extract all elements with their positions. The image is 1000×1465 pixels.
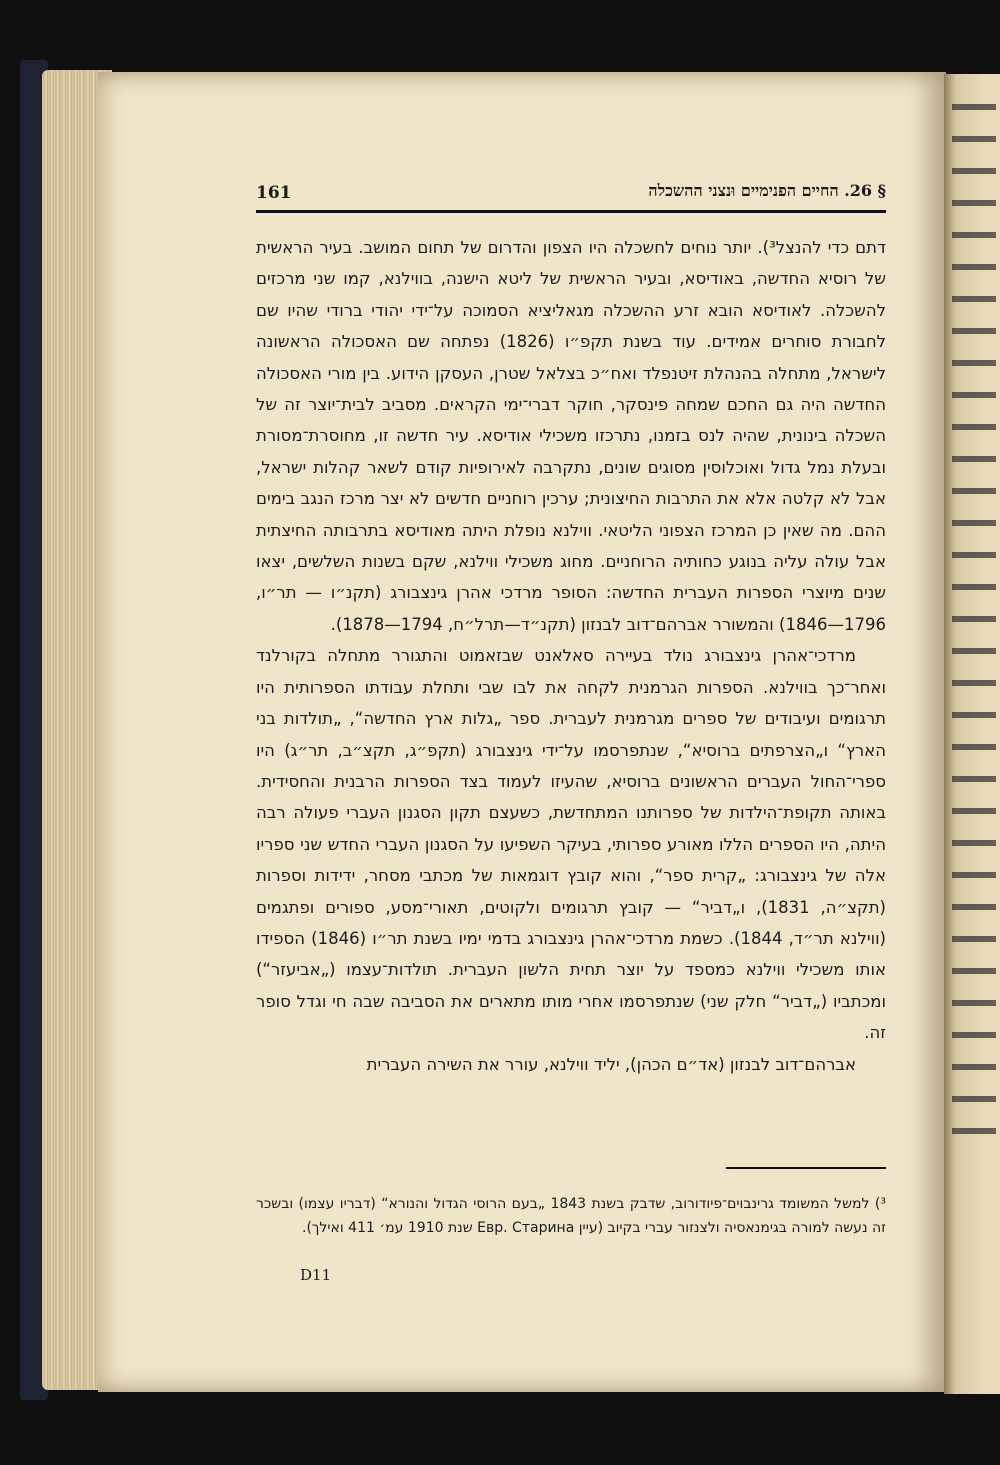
signature-mark: D11 (300, 1266, 332, 1284)
paragraph: מרדכי־אהרן גינצבורג נולד בעיירה סאלאנט שבזאמוט והתגורר מתחלה בקורלנד ואחר־כך בווילנא. הספרות הגרמנית לקחה את לבו שבי ותחלת עבודתו הספרותית היו תרגומים ועיבודים של ספרים מגרמנית לעברית. ספר „גלות ארץ החדשה“, „תולדות בני הארץ“ ו„הצרפתים ברוסיא“, שנתפרסמו על־ידי גינצבורג (תקפ״ג, תקצ״ב, תר״ג) היו ספרי־החול העברים הראשונים ברוסיא, שהעיזו לעמוד בצד הספרות הרבנית והחסידית. באותה תקופת־הילדות של ספרותנו המתחדשת, כשעצם תקון הסגנון העברי פעולה רבה היתה, היו הספרים הללו מאורע ספרותי, בעיקר השפיעו על הסגנון העברי החדש שני ספריו אלה של גינצבורג: „קרית ספר“, והוא קובץ דוגמאות של מכתבי מסחר, ידידות וספרות (תקצ״ה, 1831), ו„דביר“ — קובץ תרגומים ולקוטים, תאורי־מסע, ספורים ופתגמים (ווילנא תר״ד, 1844). כשמת מרדכי־אהרן גינצבורג בדמי ימיו בשנת תר״ו (1846) הספידו אותו משכילי ווילנא כמספד על יוצר תחית הלשון העברית. תולדות־עצמו („אביעזר“) ומכתביו („דביר“ חלק שני) שנתפרסמו אחרי מותו מתארים את הסביבה שבה חי וגדל סופר זה. (256, 646, 886, 1043)
paragraph: אברהם־דוב לבנזון (אד״ם הכהן), יליד ווילנא, עורר את השירה העברית (366, 1054, 856, 1074)
paragraph: דתם כדי להנצל³). יותר נוחים לחשכלה היו הצפון והדרום של תחום המושב. בעיר הראשית של רוסיא החדשה, באודיסא, ובעיר הראשית של ליטא הישנה, בווילנא, קמו שני מרכזים להשכלה. לאודיסא הובא זרע ההשכלה מגאליציא הסמוכה על־ידי יהודי ברודי שהיו שם לחבורת סוחרים אמידים. עוד בשנת תקפ״ו (1826) נפתחה שם האסכולה הראשונה לישראל, מתחלה בהנהלת זיטנפלד ואח״כ בצלאל שטרן, העסקן הידוע. בין מורי האסכולה החדשה היה גם החכם שמחה פינסקר, חוקר דברי־ימי הקראים. מסביב לבית־יוצר זה של השכלה בינונית, שהיה לנס בזמנו, נתרכזו משכילי אודיסא. עיר חדשה זו, מחוסרת־מסורת ובעלת נמל גדול ואוכלוסין מסוגים שונים, נתקרבה לאירופיות קודם לשאר קהלות ישראל, אבל לא קלטה אלא את התרבות החיצונית; ערכין רוחניים חדשים לא יצר מרכז הנגב בימים ההם. מה שאין כן המרכז הצפוני הליטאי. ווילנא נופלת היתה מאודיסא בתרבותה החיצתית אבל עולה עליה בנוגע כחותיה הרוחניים. מחוג משכילי ווילנא, שקם בשנות השלשים, יצאו שנים מיוצרי הספרות העברית החדשה: הסופר מרדכי אהרן גינצבורג (תקנ״ו — תר״ו, 1796—1846) והמשורר אברהם־דוב לבנזון (תקנ״ד—תרל״ח, 1794—1878). (256, 238, 886, 634)
page-number: 161 (256, 183, 292, 203)
header-rule (256, 210, 886, 213)
footnote: ³) למשל המשומד גרינבוים־פיודורוב, שדבק בשנת 1843 „בעם הרוסי הגדול והנורא“ (דבריו עצמו) ובשכר זה נעשה למורה בגימנאסיה ולצנזור עברי בקיוב (עיין Евр. Старина שנת 1910 עמ׳ 411 ואילך). (256, 1196, 886, 1236)
running-header: § 26. החיים הפנימיים וּנצני ההשכלה (648, 181, 886, 200)
body-text (256, 232, 886, 1080)
adjacent-page (944, 74, 1000, 1394)
footnote-rule (726, 1167, 886, 1169)
